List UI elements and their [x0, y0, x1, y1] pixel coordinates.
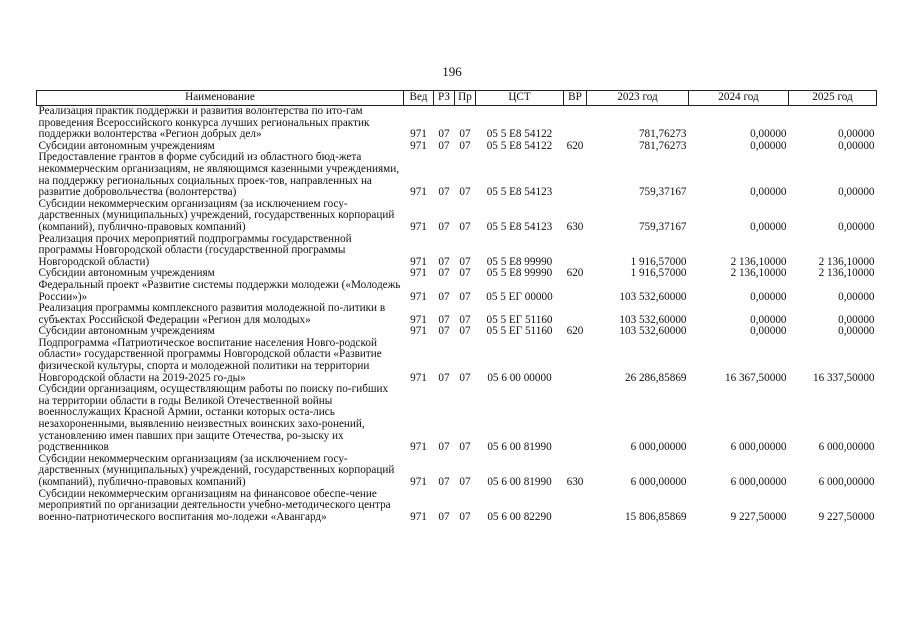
table-row: [37, 199, 877, 234]
cell-cst: 05 5 ЕГ 51160: [486, 313, 553, 326]
cell-vr: 620: [566, 325, 584, 338]
cell-cst: 05 6 00 81990: [487, 441, 552, 454]
header-rz: РЗ: [434, 91, 455, 106]
cell-2023: 6 000,00000: [630, 441, 687, 454]
cell-cst: 05 5 Е8 54122: [486, 139, 553, 152]
cell-vr: [564, 489, 587, 524]
cell-vr: [564, 384, 587, 454]
cell-2024: 2 136,10000: [730, 255, 787, 268]
cell-pr: 07: [459, 186, 471, 199]
cell-rz: 07: [438, 267, 450, 280]
cell-2025: 0,00000: [838, 325, 875, 338]
cell-ved: 971: [410, 255, 427, 268]
table-row: [37, 280, 877, 303]
cell-2024: 0,00000: [750, 290, 787, 303]
cell-2023: 759,37167: [638, 220, 687, 233]
header-2025: 2025 год: [789, 91, 877, 106]
cell-2023: 103 532,60000: [619, 325, 687, 338]
header-ved: Вед: [404, 91, 434, 106]
cell-pr: 07: [459, 267, 471, 280]
cell-ved: 971: [410, 441, 427, 454]
cell-pr: 07: [459, 290, 471, 303]
cell-2023: 103 532,60000: [619, 290, 687, 303]
table-row: [37, 106, 877, 141]
cell-cst: 05 6 00 00000: [487, 371, 552, 384]
cell-name: Реализация программы комплексного развития молодежной по-литики в субъектах Российской Федерации «Регион для молодых»: [38, 302, 386, 326]
cell-name: Реализация практик поддержки и развития волонтерства по ито-гам проведения Всероссийского конкурса лучших региональных практик поддержки волонтерства «Регион добрых дел»: [38, 105, 370, 141]
cell-2025: 0,00000: [838, 313, 875, 326]
budget-table: [36, 90, 877, 523]
cell-name: Реализация прочих мероприятий подпрограммы государственной программы Новгородской области (государственной программы Новгородской области): [38, 232, 352, 268]
cell-vr: [564, 338, 587, 384]
cell-2025: 16 337,50000: [812, 371, 875, 384]
cell-2023: 781,76273: [638, 139, 687, 152]
table-row: [37, 338, 877, 384]
cell-2025: 6 000,00000: [818, 441, 875, 454]
cell-rz: 07: [438, 139, 450, 152]
cell-2024: 6 000,00000: [730, 476, 787, 488]
cell-cst: 05 6 00 81990: [487, 476, 552, 488]
cell-ved: 971: [410, 290, 427, 303]
cell-vr: [564, 152, 587, 198]
cell-2024: 9 227,50000: [730, 510, 787, 523]
cell-vr: [564, 280, 587, 303]
cell-pr: 07: [459, 128, 471, 141]
cell-ved: 971: [410, 476, 427, 488]
cell-cst: 05 5 ЕГ 00000: [486, 290, 553, 303]
header-name: Наименование: [37, 91, 404, 106]
cell-cst: 05 5 ЕГ 51160: [486, 325, 553, 338]
cell-pr: 07: [459, 476, 471, 488]
header-pr: Пр: [455, 91, 476, 106]
cell-cst: 05 5 Е8 54122: [486, 128, 553, 141]
cell-2024: 2 136,10000: [730, 267, 787, 280]
cell-2023: 6 000,00000: [630, 476, 687, 488]
table-row: [37, 384, 877, 454]
cell-2023: 103 532,60000: [619, 313, 687, 326]
cell-2025: 0,00000: [838, 128, 875, 141]
cell-2023: 1 916,57000: [630, 255, 687, 268]
cell-rz: 07: [438, 441, 450, 454]
cell-name: Субсидии автономным учреждениям: [38, 325, 215, 338]
cell-pr: 07: [459, 139, 471, 152]
cell-rz: 07: [438, 476, 450, 488]
cell-cst: 05 6 00 82290: [487, 510, 552, 523]
cell-2023: 781,76273: [638, 128, 687, 141]
table-row: [37, 489, 877, 524]
cell-ved: 971: [410, 128, 427, 141]
cell-name: Предоставление грантов в форме субсидий из областного бюд-жета некоммерческим организациям, не являющимся казенными учреждениями, на поддержку региональных социальных проек-тов, направленных на развитие добровольчества (волонтерства): [38, 151, 399, 199]
cell-2023: 1 916,57000: [630, 267, 687, 280]
cell-rz: 07: [438, 255, 450, 268]
cell-name: Федеральный проект «Развитие системы поддержки молодежи («Молодежь России»)»: [38, 278, 401, 303]
header-row: [37, 91, 877, 106]
cell-ved: 971: [410, 186, 427, 199]
table-body: [37, 106, 877, 524]
cell-2024: 0,00000: [750, 325, 787, 338]
cell-2024: 6 000,00000: [730, 441, 787, 454]
cell-rz: 07: [438, 290, 450, 303]
page-number: 196: [442, 64, 462, 79]
cell-pr: 07: [459, 255, 471, 268]
cell-ved: 971: [410, 313, 427, 326]
table-row: [37, 234, 877, 269]
cell-2024: 0,00000: [750, 220, 787, 233]
cell-ved: 971: [410, 325, 427, 338]
cell-rz: 07: [438, 220, 450, 233]
header-2023: 2023 год: [587, 91, 689, 106]
cell-vr: [564, 303, 587, 326]
cell-2024: 0,00000: [750, 186, 787, 199]
cell-pr: 07: [459, 441, 471, 454]
cell-2024: 0,00000: [750, 139, 787, 152]
cell-vr: [564, 234, 587, 269]
table-row: [37, 454, 877, 489]
cell-2024: 0,00000: [750, 313, 787, 326]
cell-vr: 630: [566, 220, 584, 233]
cell-2024: 0,00000: [750, 128, 787, 141]
cell-ved: 971: [410, 267, 427, 280]
cell-pr: 07: [459, 220, 471, 233]
cell-name: Субсидии организациям, осуществляющим работы по поиску по-гибших на территории области в годы Великой Отечественной войны военнослужащих Красной Армии, останки которых оста-лись незахороненными, выявлению неизвестных воинских захо-ронений, установлению имен павших при защите Отечества, ро-зыску их родственников: [38, 383, 389, 454]
cell-vr: 620: [566, 267, 584, 280]
cell-cst: 05 5 Е8 54123: [486, 186, 553, 199]
cell-name: Субсидии автономным учреждениям: [38, 139, 215, 152]
cell-2025: 0,00000: [838, 220, 875, 233]
cell-pr: 07: [459, 510, 471, 523]
table-row: [37, 303, 877, 326]
cell-2025: 2 136,10000: [818, 267, 875, 280]
cell-rz: 07: [438, 325, 450, 338]
cell-rz: 07: [438, 128, 450, 141]
cell-ved: 971: [410, 510, 427, 523]
cell-vr: 630: [566, 476, 584, 488]
cell-name: Субсидии некоммерческим организациям (за исключением госу-дарственных (муниципальных) учреждений, государственных корпораций (компаний), публично-правовых компаний): [38, 197, 395, 233]
header-cst: ЦСТ: [476, 91, 564, 106]
header-2024: 2024 год: [689, 91, 789, 106]
cell-rz: 07: [438, 186, 450, 199]
cell-vr: 620: [566, 139, 584, 152]
cell-2025: 6 000,00000: [818, 476, 875, 488]
cell-rz: 07: [438, 313, 450, 326]
cell-cst: 05 5 Е8 99990: [486, 255, 553, 268]
cell-pr: 07: [459, 371, 471, 384]
cell-ved: 971: [410, 220, 427, 233]
cell-name: Субсидии автономным учреждениям: [38, 267, 215, 280]
cell-ved: 971: [410, 371, 427, 384]
cell-2025: 0,00000: [838, 290, 875, 303]
cell-rz: 07: [438, 510, 450, 523]
cell-pr: 07: [459, 313, 471, 326]
cell-2024: 16 367,50000: [724, 371, 787, 384]
cell-name: Подпрограмма «Патриотическое воспитание населения Новго-родской области» государственной программы Новгородской области «Развитие физической культуры, спорта и молодежной политики на территории Новгородской области на 2019-2025 го-ды»: [38, 336, 382, 384]
cell-2023: 26 286,85869: [624, 371, 687, 384]
cell-2025: 0,00000: [838, 139, 875, 152]
cell-cst: 05 5 Е8 54123: [486, 220, 553, 233]
cell-2025: 9 227,50000: [818, 510, 875, 523]
cell-2025: 0,00000: [838, 186, 875, 199]
cell-rz: 07: [438, 371, 450, 384]
cell-2023: 15 806,85869: [624, 510, 687, 523]
cell-pr: 07: [459, 325, 471, 338]
table-row: [37, 152, 877, 198]
cell-ved: 971: [410, 139, 427, 152]
header-vr: ВР: [564, 91, 587, 106]
cell-name: Субсидии некоммерческим организациям на финансовое обеспе-чение мероприятий по организации деятельности учебно-методического центра военно-патриотического воспитания мо-лодежи «Авангард»: [38, 487, 391, 523]
cell-2025: 2 136,10000: [818, 255, 875, 268]
cell-2023: 759,37167: [638, 186, 687, 199]
cell-cst: 05 5 Е8 99990: [486, 267, 553, 280]
cell-name: Субсидии некоммерческим организациям (за исключением госу-дарственных (муниципальных) учреждений, государственных корпораций (компаний), публично-правовых компаний): [38, 452, 395, 488]
cell-vr: [564, 106, 587, 141]
